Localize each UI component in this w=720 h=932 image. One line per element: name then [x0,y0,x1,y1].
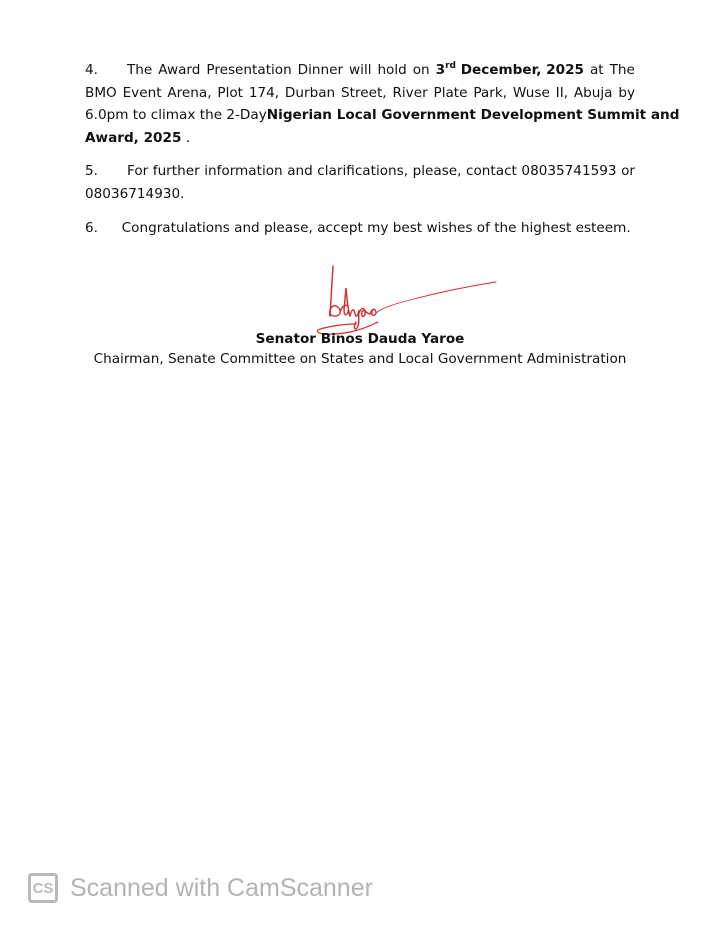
paragraph-6-line-1 [85,217,635,240]
camscanner-watermark [28,873,373,903]
event-name: Nigerian Local Government Development Summit and [266,107,680,123]
contact-text: For further information and clarifications, please, contact 08035741593 or [127,163,635,179]
paragraph-5 [85,160,635,205]
word: Award [158,62,201,78]
event-date [436,59,584,82]
word: on [412,62,430,78]
watermark-text: Scanned with CamScanner [70,873,373,902]
word: The [127,62,153,78]
date-day: 3 [435,62,446,78]
paragraph-4-line-3 [85,104,680,127]
signature-image [300,258,500,338]
word: at [589,62,604,78]
period: . [185,129,191,146]
paragraph-4-line-4 [85,127,635,150]
word: Presentation [206,62,292,78]
contact-phone-2: 08036714930. [85,185,185,202]
date-rest: December, 2025 [460,62,585,78]
paragraph-4-line-1 [85,59,635,82]
paragraph-5-line-2 [85,183,635,206]
signatory-name: Senator Binos Dauda Yaroe [255,331,465,347]
word: will [349,62,372,78]
line-3-text: 6.0pm to climax the 2-Day [85,107,267,123]
paragraph-number: 4. [85,62,98,78]
paragraph-number: 5. [85,163,98,179]
paragraph-6 [85,217,635,240]
paragraph-4 [85,59,680,149]
word: Dinner [297,62,344,78]
word: hold [377,62,407,78]
camscanner-logo-icon: CS [28,873,58,903]
event-name-end: Award, 2025 [85,129,182,146]
paragraph-5-line-1 [85,160,635,183]
venue-text: BMO Event Arena, Plot 174, Durban Street, River Plate Park, Wuse II, Abuja by [85,84,635,101]
date-suffix: rd [445,61,456,71]
word: The [609,62,635,78]
signature-strokes [317,266,496,334]
paragraph-number: 6. [85,220,98,236]
closing-text: Congratulations and please, accept my best wishes of the highest esteem. [121,220,631,236]
paragraph-4-line-2 [85,82,635,105]
signatory-title: Chairman, Senate Committee on States and Local Government Administration [93,351,627,367]
